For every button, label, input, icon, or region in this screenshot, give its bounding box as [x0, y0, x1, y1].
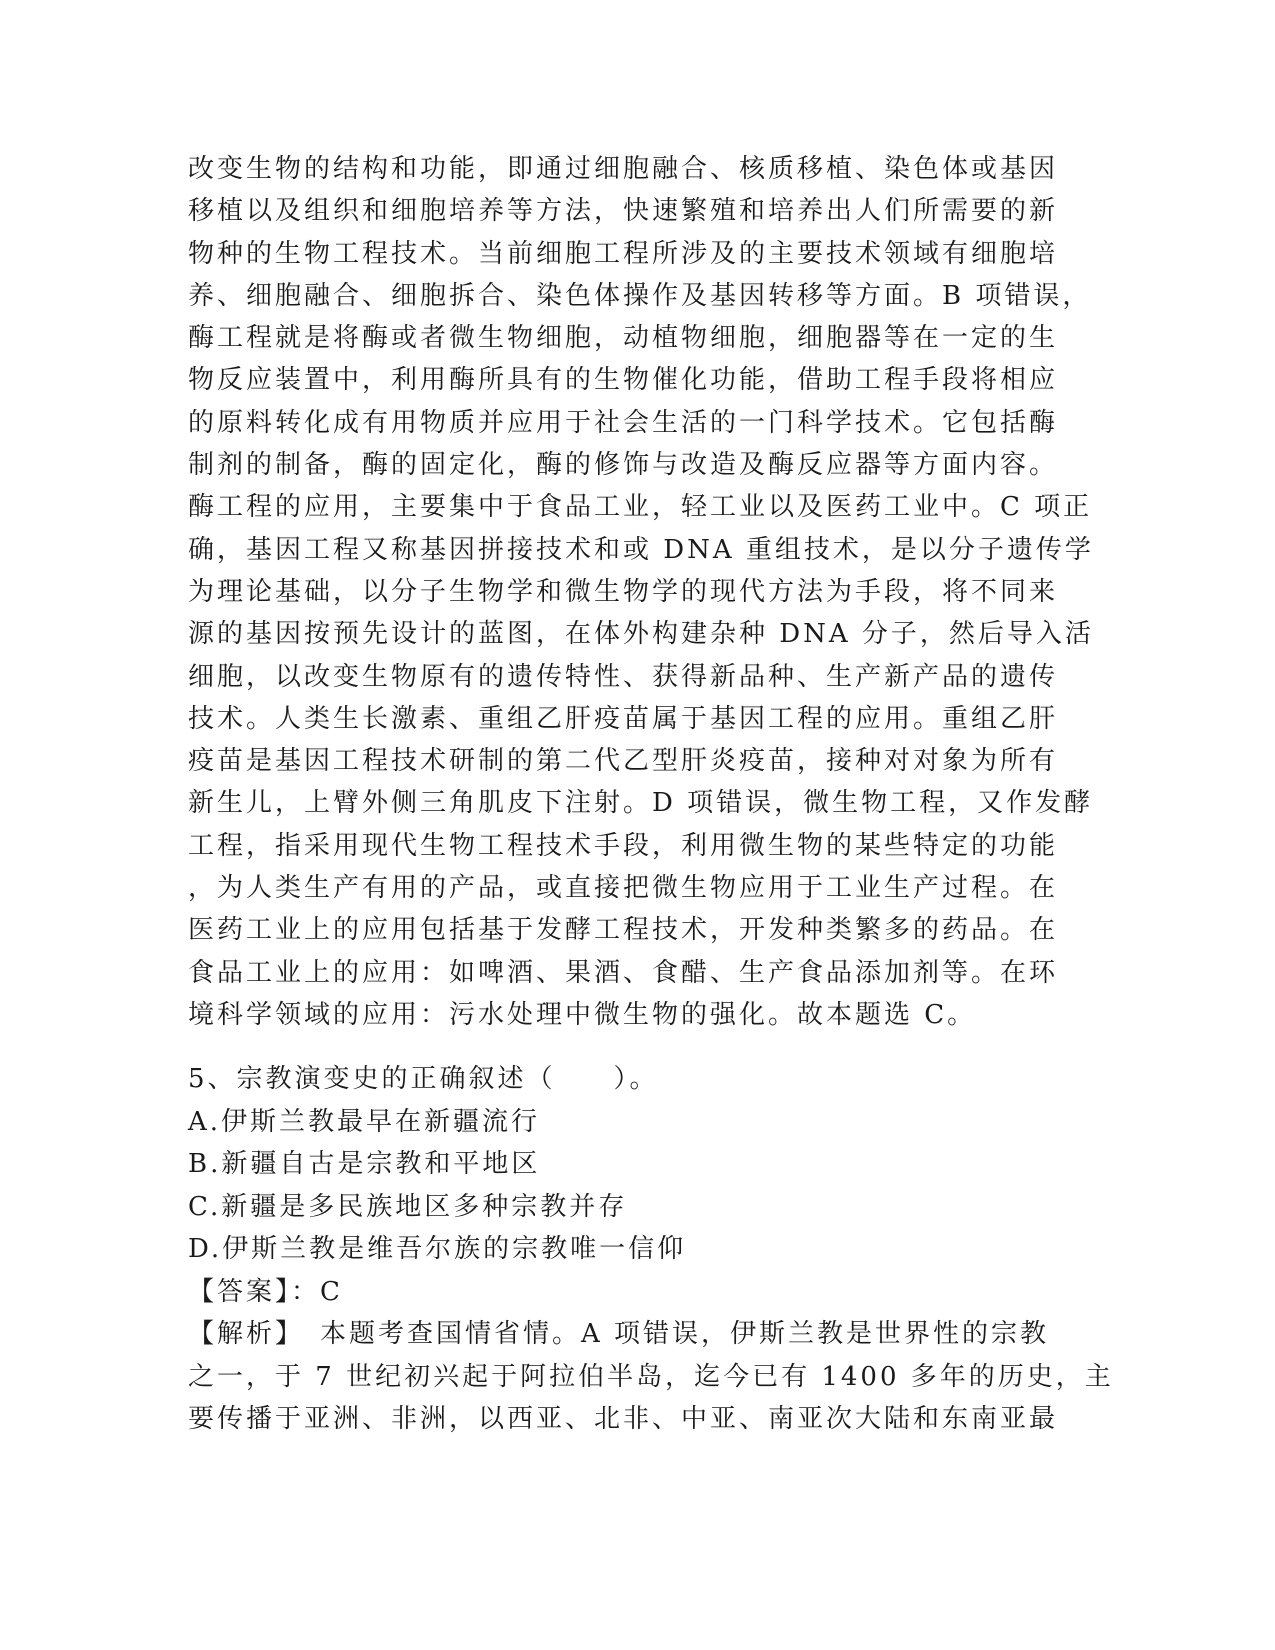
text-line: 移植以及组织和细胞培养等方法，快速繁殖和培养出人们所需要的新	[188, 196, 1059, 227]
text-line: 境科学领域的应用：污水处理中微生物的强化。故本题选 C。	[188, 999, 977, 1030]
text-line: 酶工程就是将酶或者微生物细胞，动植物细胞，细胞器等在一定的生	[188, 323, 1059, 354]
option-d: D.伊斯兰教是维吾尔族的宗教唯一信仰	[188, 1234, 687, 1264]
question-stem: 5、宗教演变史的正确叙述（ ）。	[188, 1064, 659, 1094]
text-line: 物种的生物工程技术。当前细胞工程所涉及的主要技术领域有细胞培	[188, 238, 1059, 269]
text-line: 工程，指采用现代生物工程技术手段，利用微生物的某些特定的功能	[188, 830, 1059, 861]
text-line: 疫苗是基因工程技术研制的第二代乙型肝炎疫苗，接种对对象为所有	[188, 746, 1059, 777]
text-line: 细胞，以改变生物原有的遗传特性、获得新品种、生产新产品的遗传	[188, 661, 1059, 692]
text-line: 技术。人类生长激素、重组乙肝疫苗属于基因工程的应用。重组乙肝	[188, 703, 1059, 734]
text-line: 的原料转化成有用物质并应用于社会生活的一门科学技术。它包括酶	[188, 407, 1059, 438]
analysis-line: 之一，于 7 世纪初兴起于阿拉伯半岛，迄今已有 1400 多年的历史，主	[188, 1361, 1114, 1392]
analysis-line: 【解析】 本题考查国情省情。A 项错误，伊斯兰教是世界性的宗教	[188, 1319, 1050, 1349]
text-line: 改变生物的结构和功能，即通过细胞融合、核质移植、染色体或基因	[188, 154, 1059, 184]
text-line: 为理论基础，以分子生物学和微生物学的现代方法为手段，将不同来	[188, 576, 1059, 607]
text-line: 确，基因工程又称基因拼接技术和或 DNA 重组技术，是以分子遗传学	[188, 534, 1094, 565]
question-block	[188, 1058, 1114, 1441]
text-line: 源的基因按预先设计的蓝图，在体外构建杂种 DNA 分子，然后导入活	[188, 619, 1094, 650]
option-c: C.新疆是多民族地区多种宗教并存	[188, 1191, 628, 1222]
text-line: 医药工业上的应用包括基于发酵工程技术，开发种类繁多的药品。在	[188, 915, 1059, 946]
text-line: 制剂的制备，酶的固定化，酶的修饰与改造及酶反应器等方面内容。	[188, 450, 1059, 481]
text-line: ，为人类生产有用的产品，或直接把微生物应用于工业生产过程。在	[188, 873, 1059, 904]
text-line: 新生儿，上臂外侧三角肌皮下注射。D 项错误，微生物工程，又作发酵	[188, 788, 1094, 819]
text-line: 养、细胞融合、细胞拆合、染色体操作及基因转移等方面。B 项错误，	[188, 280, 1092, 311]
explanation-paragraph	[188, 148, 1094, 1036]
text-line: 食品工业上的应用：如啤酒、果酒、食醋、生产食品添加剂等。在环	[188, 957, 1059, 988]
text-line: 物反应装置中，利用酶所具有的生物催化功能，借助工程手段将相应	[188, 365, 1059, 396]
answer-line: 【答案】：C	[188, 1276, 343, 1307]
analysis-line: 要传播于亚洲、非洲，以西亚、北非、中亚、南亚次大陆和东南亚最	[188, 1404, 1059, 1434]
text-line: 酶工程的应用，主要集中于食品工业，轻工业以及医药工业中。C 项正	[188, 492, 1093, 523]
option-a: A.伊斯兰教最早在新疆流行	[188, 1106, 541, 1137]
option-b: B.新疆自古是宗教和平地区	[188, 1149, 541, 1179]
